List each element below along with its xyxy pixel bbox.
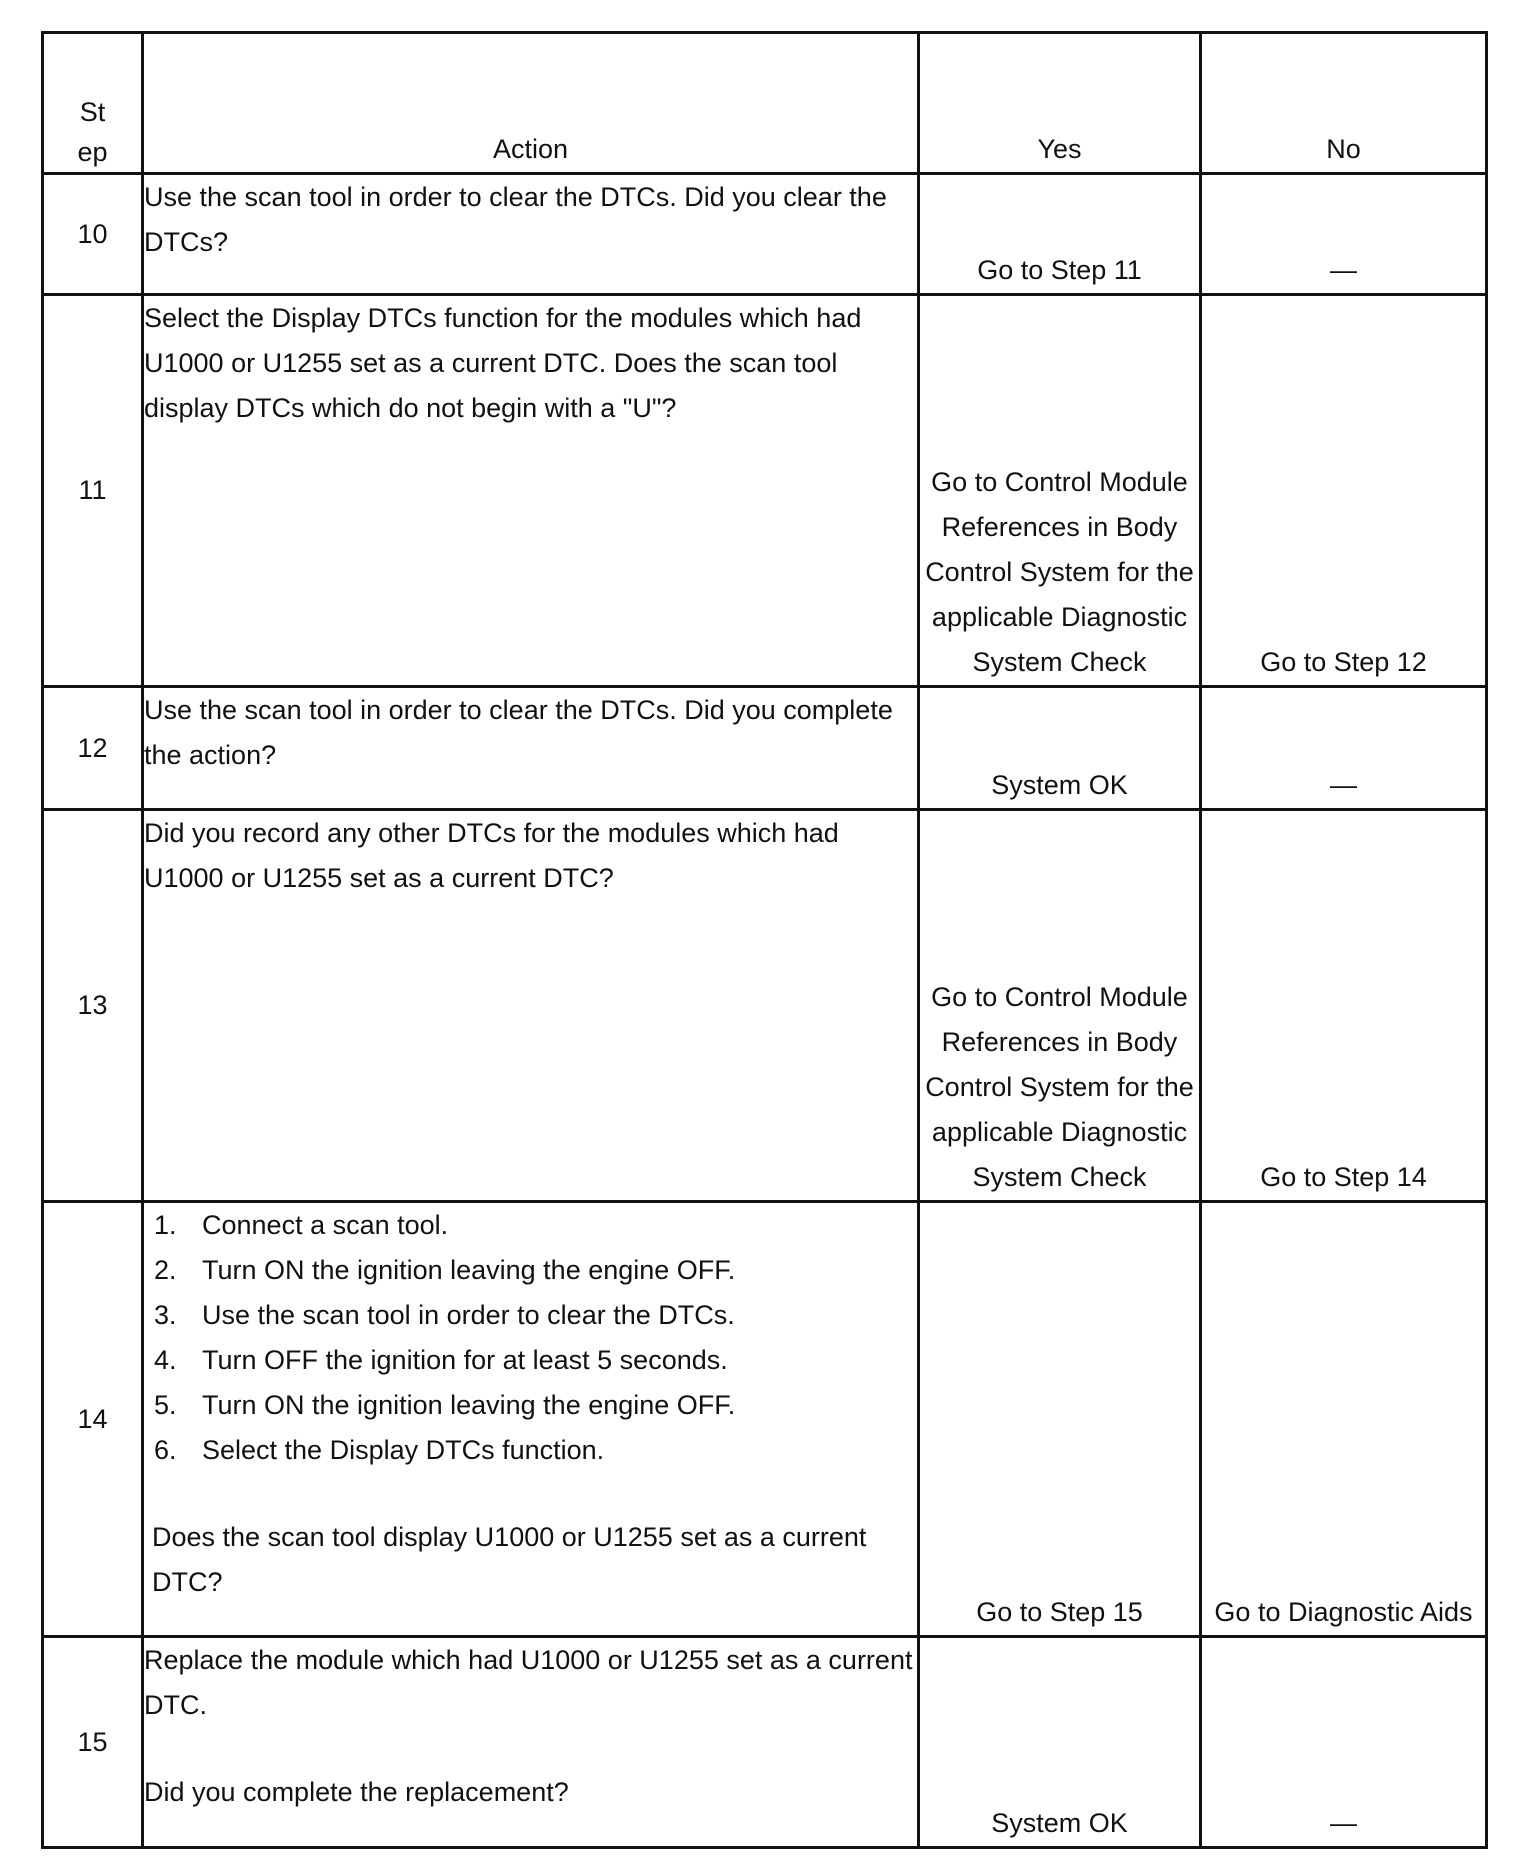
procedure-step — [154, 1293, 917, 1338]
procedure-step — [154, 1248, 917, 1293]
procedure-step — [154, 1203, 917, 1248]
action-text: Use the scan tool in order to clear the DTCs. Did you complete the action? — [143, 687, 919, 810]
step-number: 15 — [43, 1637, 143, 1848]
step-number: 13 — [43, 810, 143, 1202]
no-result: Go to Step 12 — [1201, 295, 1487, 687]
step-number: 10 — [43, 174, 143, 295]
table-header-row — [43, 33, 1487, 174]
procedure-step — [154, 1428, 917, 1473]
procedure-step-text: Select the Display DTCs function. — [202, 1435, 605, 1465]
procedure-step-text: Turn OFF the ignition for at least 5 seconds. — [202, 1345, 728, 1375]
header-no: No — [1201, 33, 1487, 174]
action-text: Use the scan tool in order to clear the DTCs. Did you clear the DTCs? — [143, 174, 919, 295]
table-row — [43, 1637, 1487, 1848]
header-step — [43, 33, 143, 174]
procedure-step-text: Turn ON the ignition leaving the engine OFF. — [202, 1390, 736, 1420]
procedure-list — [144, 1203, 917, 1473]
yes-result: Go to Control Module References in Body Control System for the applicable Diagnostic System Check — [919, 295, 1201, 687]
header-yes: Yes — [919, 33, 1201, 174]
table-row — [43, 1202, 1487, 1637]
no-result: — — [1201, 174, 1487, 295]
header-step-line2: ep — [77, 137, 108, 167]
no-result: Go to Step 14 — [1201, 810, 1487, 1202]
procedure-step-text: Connect a scan tool. — [202, 1210, 449, 1240]
action-text: Did you record any other DTCs for the modules which had U1000 or U1255 set as a current DTC? — [143, 810, 919, 1202]
action-text: Select the Display DTCs function for the modules which had U1000 or U1255 set as a current DTC. Does the scan tool display DTCs which do not begin with a "U"? — [143, 295, 919, 687]
procedure-step-number: 1. — [154, 1210, 177, 1240]
procedure-step-number: 2. — [154, 1255, 177, 1285]
action-question: Did you complete the replacement? — [144, 1777, 569, 1807]
yes-result: Go to Control Module References in Body Control System for the applicable Diagnostic System Check — [919, 810, 1201, 1202]
step-number: 14 — [43, 1202, 143, 1637]
action-question: Does the scan tool display U1000 or U1255 set as a current DTC? — [152, 1522, 867, 1597]
table-row — [43, 810, 1487, 1202]
procedure-step-text: Turn ON the ignition leaving the engine OFF. — [202, 1255, 736, 1285]
no-result: Go to Diagnostic Aids — [1201, 1202, 1487, 1637]
no-result: — — [1201, 687, 1487, 810]
procedure-step-text: Use the scan tool in order to clear the DTCs. — [202, 1300, 735, 1330]
table-row — [43, 174, 1487, 295]
action-text: Replace the module which had U1000 or U1255 set as a current DTC. — [144, 1645, 913, 1720]
yes-result: System OK — [919, 687, 1201, 810]
diagnostic-table — [41, 31, 1488, 1849]
yes-result: System OK — [919, 1637, 1201, 1848]
step-number: 12 — [43, 687, 143, 810]
no-result: — — [1201, 1637, 1487, 1848]
yes-result: Go to Step 15 — [919, 1202, 1201, 1637]
action-cell — [143, 1637, 919, 1848]
procedure-step — [154, 1338, 917, 1383]
procedure-step — [154, 1383, 917, 1428]
table-row — [43, 295, 1487, 687]
step-number: 11 — [43, 295, 143, 687]
table-row — [43, 687, 1487, 810]
header-action: Action — [143, 33, 919, 174]
procedure-step-number: 5. — [154, 1390, 177, 1420]
action-cell — [143, 1202, 919, 1637]
procedure-step-number: 6. — [154, 1435, 177, 1465]
yes-result: Go to Step 11 — [919, 174, 1201, 295]
procedure-step-number: 3. — [154, 1300, 177, 1330]
header-step-line1: St — [79, 97, 106, 127]
procedure-step-number: 4. — [154, 1345, 177, 1375]
